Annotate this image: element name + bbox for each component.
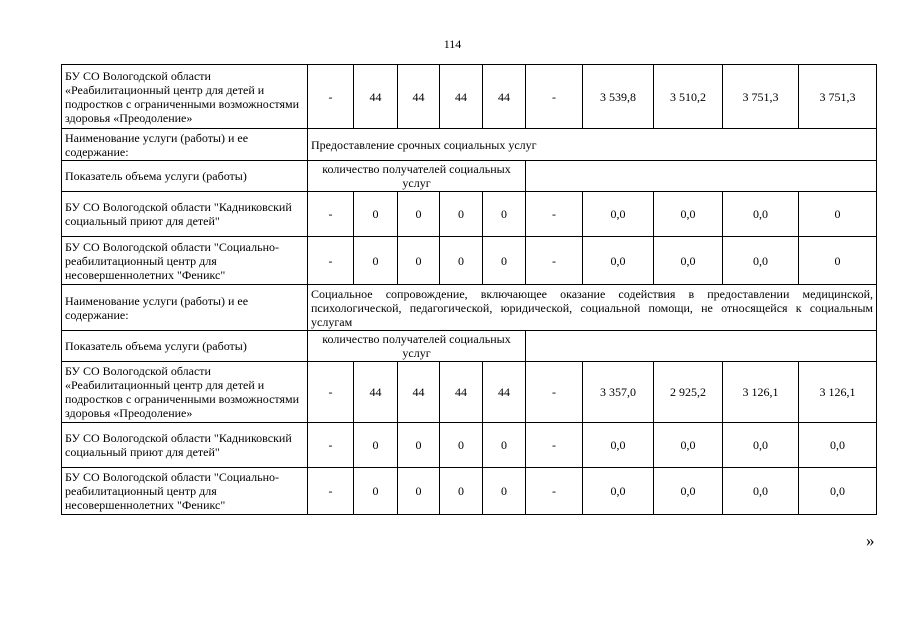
value-cell: - — [308, 65, 354, 129]
value-cell: 0,0 — [654, 468, 723, 515]
value-cell: 0,0 — [654, 423, 723, 468]
institution-row — [62, 423, 877, 468]
value-cell: 0 — [799, 237, 877, 285]
service-row — [62, 285, 877, 331]
value-cell: 0,0 — [723, 192, 799, 237]
value-cell: 0,0 — [583, 423, 654, 468]
value-cell: 3 126,1 — [723, 362, 799, 423]
value-cell: 0 — [483, 192, 526, 237]
empty-cell — [526, 331, 877, 362]
value-cell: 0,0 — [723, 237, 799, 285]
value-cell: 0 — [354, 192, 398, 237]
indicator-label: Показатель объема услуги (работы) — [62, 331, 308, 362]
value-cell: 44 — [354, 362, 398, 423]
institution-row — [62, 237, 877, 285]
value-cell: 44 — [354, 65, 398, 129]
institution-name: БУ СО Вологодской области "Кадниковский социальный приют для детей" — [62, 423, 308, 468]
value-cell: 0 — [354, 468, 398, 515]
service-label: Наименование услуги (работы) и ее содержание: — [62, 285, 308, 331]
indicator-label: Показатель объема услуги (работы) — [62, 161, 308, 192]
value-cell: 44 — [483, 362, 526, 423]
value-cell: - — [308, 423, 354, 468]
value-cell: - — [526, 192, 583, 237]
state-assignment-table — [61, 64, 877, 515]
value-cell: 3 751,3 — [723, 65, 799, 129]
value-cell: - — [526, 237, 583, 285]
value-cell: 0,0 — [654, 192, 723, 237]
institution-name: БУ СО Вологодской области «Реабилитационный центр для детей и подростков с ограниченными возможностями здоровья «Преодоление» — [62, 362, 308, 423]
empty-cell — [526, 161, 877, 192]
value-cell: 0 — [354, 237, 398, 285]
value-cell: 44 — [440, 65, 483, 129]
value-cell: 0 — [483, 468, 526, 515]
value-cell: 3 126,1 — [799, 362, 877, 423]
value-cell: 3 751,3 — [799, 65, 877, 129]
institution-row — [62, 468, 877, 515]
value-cell: 3 357,0 — [583, 362, 654, 423]
value-cell: - — [308, 237, 354, 285]
value-cell: 44 — [483, 65, 526, 129]
value-cell: 0,0 — [583, 468, 654, 515]
value-cell: 0,0 — [583, 237, 654, 285]
value-cell: 0,0 — [723, 468, 799, 515]
value-cell: 0 — [398, 468, 440, 515]
value-cell: 0 — [354, 423, 398, 468]
value-cell: 0,0 — [583, 192, 654, 237]
value-cell: 2 925,2 — [654, 362, 723, 423]
value-cell: 0 — [440, 468, 483, 515]
value-cell: 0 — [398, 192, 440, 237]
value-cell: - — [526, 423, 583, 468]
service-row — [62, 129, 877, 161]
value-cell: - — [308, 468, 354, 515]
institution-row — [62, 192, 877, 237]
value-cell: - — [526, 468, 583, 515]
service-description: Предоставление срочных социальных услуг — [308, 129, 877, 161]
value-cell: 3 510,2 — [654, 65, 723, 129]
value-cell: 44 — [398, 362, 440, 423]
value-cell: 0 — [398, 237, 440, 285]
value-cell: - — [526, 362, 583, 423]
value-cell: 0,0 — [723, 423, 799, 468]
indicator-row — [62, 331, 877, 362]
indicator-unit: количество получателей социальных услуг — [308, 331, 526, 362]
page-number: 114 — [443, 37, 462, 51]
value-cell: 0 — [483, 423, 526, 468]
value-cell: 0 — [440, 192, 483, 237]
institution-name: БУ СО Вологодской области "Социально-реабилитационный центр для несовершеннолетних "Феникс" — [62, 237, 308, 285]
institution-row — [62, 362, 877, 423]
value-cell: 44 — [398, 65, 440, 129]
institution-name: БУ СО Вологодской области "Социально-реабилитационный центр для несовершеннолетних "Феникс" — [62, 468, 308, 515]
value-cell: 3 539,8 — [583, 65, 654, 129]
institution-name: БУ СО Вологодской области «Реабилитационный центр для детей и подростков с ограниченными возможностями здоровья «Преодоление» — [62, 65, 308, 129]
value-cell: 44 — [440, 362, 483, 423]
value-cell: - — [526, 65, 583, 129]
value-cell: 0,0 — [799, 468, 877, 515]
table-body — [62, 65, 877, 515]
indicator-row — [62, 161, 877, 192]
value-cell: 0 — [799, 192, 877, 237]
closing-quote-mark: » — [866, 531, 875, 550]
value-cell: 0 — [398, 423, 440, 468]
indicator-unit: количество получателей социальных услуг — [308, 161, 526, 192]
value-cell: 0 — [483, 237, 526, 285]
value-cell: 0,0 — [654, 237, 723, 285]
value-cell: 0 — [440, 237, 483, 285]
value-cell: 0,0 — [799, 423, 877, 468]
value-cell: - — [308, 192, 354, 237]
service-description: Социальное сопровождение, включающее оказание содействия в предоставлении медицинской, психологической, педагогической, юридической, социальной помощи, не относящейся к социальным услугам — [308, 285, 877, 331]
institution-row — [62, 65, 877, 129]
value-cell: 0 — [440, 423, 483, 468]
value-cell: - — [308, 362, 354, 423]
service-label: Наименование услуги (работы) и ее содержание: — [62, 129, 308, 161]
institution-name: БУ СО Вологодской области "Кадниковский социальный приют для детей" — [62, 192, 308, 237]
